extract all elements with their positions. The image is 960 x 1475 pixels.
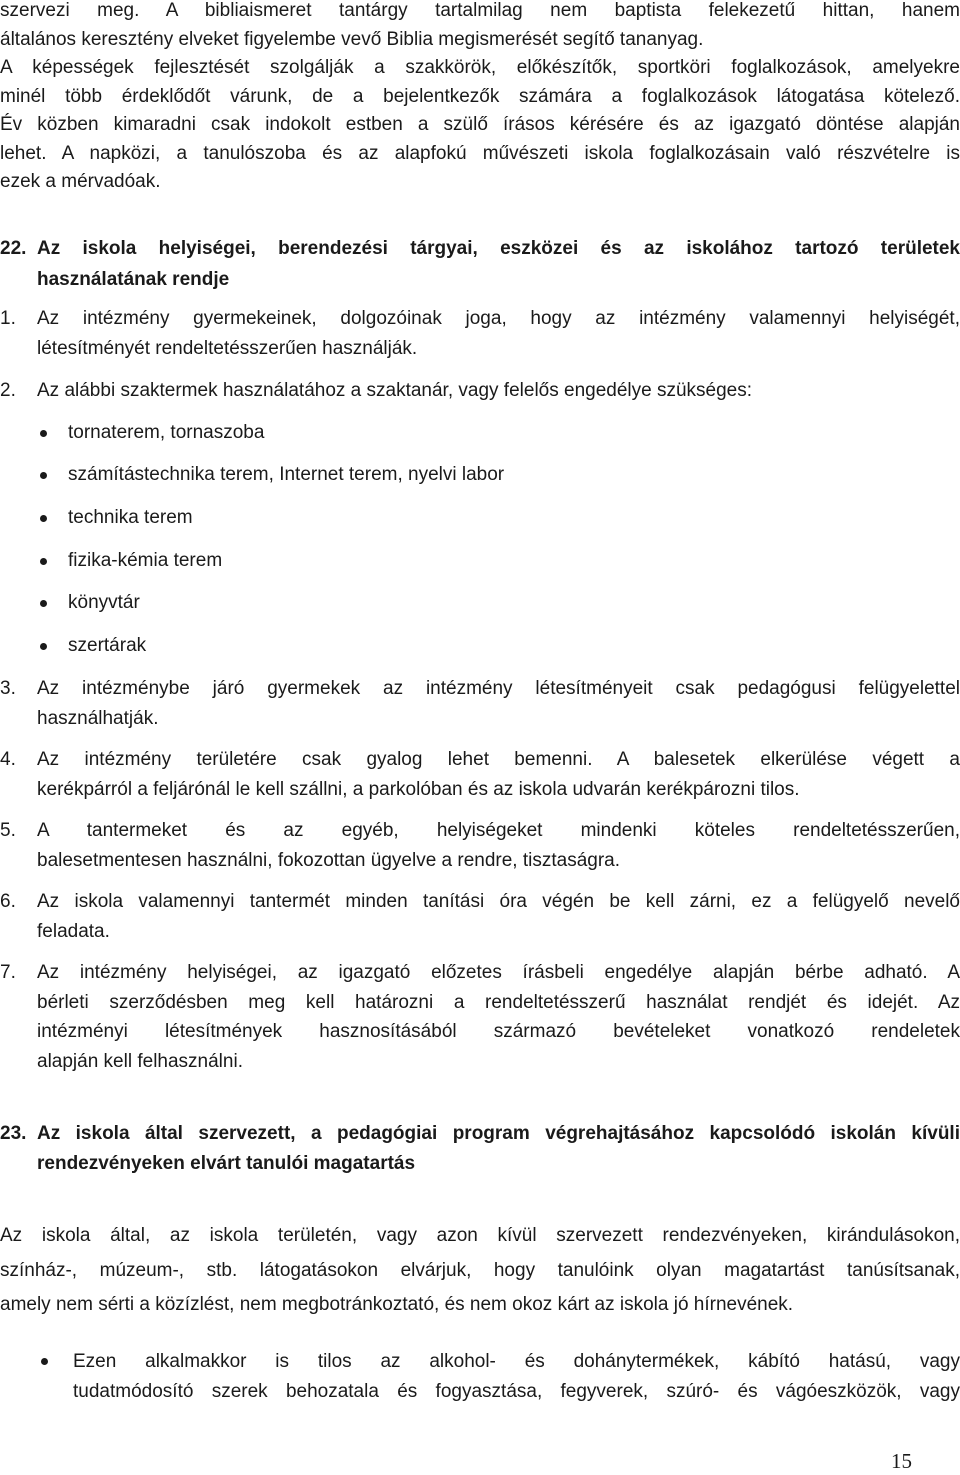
text-line: létesítményét rendeltetésszerűen használják.	[37, 337, 418, 359]
text-line: kerékpárról a feljárónál le kell szállni, a parkolóban és az iskola udvarán kerékpározni tilos.	[37, 778, 800, 800]
item-number: 4.	[0, 749, 16, 770]
section-title-line: Az iskola által szervezett, a pedagógiai program végrehajtásához kapcsolódó iskolán kívüli	[37, 1123, 960, 1144]
text-line: Ezen alkalmakkor is tilos az alkohol- és dohánytermékek, kábító hatású, vagy	[73, 1351, 960, 1372]
text-line: Az iskola valamennyi tantermét minden tanítási óra végén be kell zárni, ez a felügyelő nevelő	[37, 891, 960, 912]
section-title-line: Az iskola helyiségei, berendezési tárgyai, eszközei és az iskolához tartozó területek	[37, 238, 960, 259]
room-name: fizika-kémia terem	[68, 550, 223, 571]
item-number: 3.	[0, 678, 16, 699]
text-line: lehet. A napközi, a tanulószoba és az alapfokú művészeti iskola foglalkozásain való részvételre is	[0, 142, 960, 164]
room-name: technika terem	[68, 507, 193, 528]
bullet-icon	[41, 1358, 48, 1365]
text-line: A képességek fejlesztését szolgálják a szakkörök, előkészítők, sportköri foglalkozások, amelyekre	[0, 57, 960, 78]
section-title-line: rendezvényeken elvárt tanulói magatartás	[37, 1153, 416, 1174]
section-title-line: használatának rendje	[37, 269, 230, 290]
text-line: intézményi létesítmények hasznosításából származó bevételeket vonatkozó rendeletek	[37, 1021, 960, 1042]
page-number: 15	[891, 1449, 912, 1473]
item-number: 1.	[0, 308, 16, 329]
bullet-icon	[40, 558, 47, 565]
text-line: amely nem sérti a közízlést, nem megbotránkoztató, és nem okoz kárt az iskola jó hírnevének.	[0, 1294, 794, 1315]
conduct-paragraph	[0, 1219, 960, 1323]
text-line: minél több érdeklődőt várunk, de a bejelentkezők számára a foglalkozások látogatása kötelező.	[0, 85, 960, 107]
text-line: használhatják.	[37, 707, 159, 729]
text-line: színház-, múzeum-, stb. látogatásokon elvárjuk, hogy tanulóink olyan magatartást tanúsítsanak,	[0, 1259, 960, 1281]
text-line: ezek a mérvadóak.	[0, 171, 161, 192]
section-number: 23.	[0, 1123, 27, 1144]
text-line: általános keresztény elveket figyelembe vevő Biblia megismerését segítő tananyag.	[0, 28, 704, 50]
text-line: Az intézmény területére csak gyalog lehet bemenni. A balesetek elkerülése végett a	[37, 749, 960, 770]
bullet-icon	[40, 430, 47, 437]
text-line: Az intézmény helyiségei, az igazgató előzetes írásbeli engedélye alapján bérbe adható. A	[37, 962, 960, 983]
item-number: 5.	[0, 820, 16, 841]
room-name: könyvtár	[68, 592, 140, 613]
text-line: tudatmódosító szerek behozatala és fogyasztása, fegyverek, szúró- és vágóeszközök, vagy	[73, 1380, 960, 1402]
item-number: 7.	[0, 962, 16, 983]
bullet-icon	[40, 472, 47, 479]
item-number: 2.	[0, 380, 16, 401]
bullet-icon	[40, 600, 47, 607]
text-line: Az intézménybe járó gyermekek az intézmény létesítményeit csak pedagógusi felügyelettel	[37, 678, 960, 699]
text-line: feladata.	[37, 920, 110, 942]
text-line: alapján kell felhasználni.	[37, 1050, 243, 1072]
text-line: Az iskola által, az iskola területén, vagy azon kívül szervezett rendezvényeken, kirándulásokon,	[0, 1225, 960, 1246]
text-line: bérleti szerződésben meg kell határozni a rendeltetésszerű használat rendjét és idejét. Az	[37, 991, 960, 1013]
room-name: tornaterem, tornaszoba	[68, 422, 265, 443]
text-line: balesetmentesen használni, fokozottan ügyelve a rendre, tisztaságra.	[37, 849, 621, 871]
text-line: Év közben kimaradni csak indokolt estben a szülő írásos kérésére és az igazgató döntése alapján	[0, 114, 960, 135]
room-name: szertárak	[68, 635, 147, 656]
room-name: számítástechnika terem, Internet terem, nyelvi labor	[68, 464, 505, 485]
intro-paragraph	[0, 0, 960, 197]
bullet-icon	[40, 643, 47, 650]
bullet-icon	[40, 515, 47, 522]
section-number: 22.	[0, 238, 27, 259]
item-number: 6.	[0, 891, 16, 912]
text-line: szervezi meg. A bibliaismeret tantárgy tartalmilag nem baptista felekezetű hittan, hanem	[0, 0, 960, 21]
text-line: Az intézmény gyermekeinek, dolgozóinak joga, hogy az intézmény valamennyi helyiségét,	[37, 308, 960, 329]
text-line: Az alábbi szaktermek használatához a szaktanár, vagy felelős engedélye szükséges:	[37, 380, 753, 401]
text-line: A tantermeket és az egyéb, helyiségeket mindenki köteles rendeltetésszerűen,	[37, 820, 960, 841]
